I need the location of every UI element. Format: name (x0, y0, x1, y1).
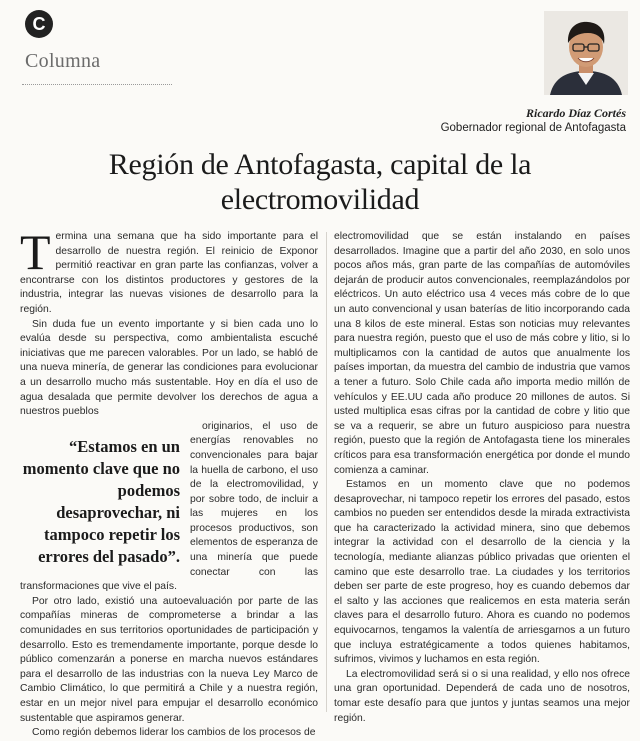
article-paragraph: Como región debemos liderar los cambios de los procesos de (32, 727, 316, 739)
section-name: Columna (25, 50, 101, 72)
article-headline: Región de Antofagasta, capital de la electromovilidad (108, 148, 532, 216)
article-paragraph: Sin duda fue un evento importante y si bien cada uno lo evalúa desde su perspectiva, como ambientalista escuché iniciativas que me parecen valorables. Por un lado, se habló de una nueva minería, de generar las condiciones para evolucionar a un desarrollo mucho más sustentable. Hoy en día el uso de agua desalada que permite devolver los derechos de agua a nuestros pueblos (20, 318, 318, 418)
drop-cap: T (20, 224, 51, 280)
author-portrait-icon (544, 11, 628, 95)
article-paragraph: Estamos en un momento clave que no podemos desaprovechar, ni tampoco repetir los errores del pasado, estos cambios no pueden ser entendidos desde la mirada extractivista que ha caracterizado la actividad minera, sino que debemos integrar la actividad con el desarrollo de la ciencia y la tecnología, mediante alianzas público privadas que orienten el camino que este desarrollo trae. La ciudades y los territorios deben ser parte de este progreso, hoy es cuando debemos dar el salto y las acciones que realicemos en esta materia serán claves para el desarrollo futuro. Ahora es cuando no podemos equivocarnos, tengamos la valentía de arriesgarnos a un futuro que incluya estratégicamente a todos quienes habitamos, sufrimos, vivimos y luchamos en esta región. (334, 479, 630, 666)
pull-quote: “Estamos en un momento clave que no podemos desaprovechar, ni tampoco repetir los errores del pasado”. (22, 436, 180, 566)
author-photo (544, 11, 628, 95)
article-paragraph: La electromovilidad será si o si una realidad, y ello nos ofrece una gran oportunidad. Dependerá de cada uno de nosotros, tomar este desafío para que juntos y juntas seamos una mejor región. (334, 668, 630, 724)
column-divider (326, 232, 327, 712)
article-column-left (20, 224, 318, 741)
article-paragraph: Termina una semana que ha sido importante para el desarrollo de nuestra región. El reinicio de Exponor permitió reactivar en gran parte las confianzas, volver a encontrarse con los distintos productores y gestores de la industria, integrar las nuevas visiones de desarrollo para la región. (20, 224, 318, 315)
article-paragraph: Por otro lado, existió una autoevaluación por parte de las compañías mineras de comprometerse a brindar a las comunidades en sus territorios oportunidades de participación y desarrollo. Esto es tremendamente importante, porque desde lo público comenzarán a ponerse en marcha nuevos estándares para el desarrollo de las industrias con la nueva Ley Marco de Cambio Climático, lo que permitirá a Chile y a nuestra región, estar en un mejor nivel para empujar el desarrollo económico sustentable que aspiramos generar. (20, 595, 318, 724)
section-badge: C (25, 10, 53, 38)
article-paragraph: electromovilidad que se están instalando en países desarrollados. Imagine que a partir del año 2030, en solo unos pocos años más, gran parte de las compañías de automóviles dejarán de producir autos convencionales, reemplazándolos por eléctricos. Un auto eléctrico usa 4 veces más cobre de lo que un auto convencional y usan baterías de litio incorporando cada una 8 kilos de este mineral. Estas son noticias muy relevantes para nuestra región, puesto que el uso de más cobre y litio, si lo multiplicamos con la cantidad de autos que anualmente los países importan, da muestra del cambio de industria que vamos a tener a futuro. Solo Chile cada año importa medio millón de vehículos y EE.UU cada año produce 20 millones de autos. Si usted multiplica esas cifras por la cantidad de cobre y litio que se va a requerir, se abre un futuro auspicioso para nuestra región, puesto que la región de Antofagasta tiene los minerales críticos para esa transformación energética por donde el mundo comienza a caminar. (334, 231, 630, 476)
article-column-right (334, 230, 630, 726)
author-name: Ricardo Díaz Cortés (525, 106, 626, 120)
article-paragraph: “Estamos en un momento clave que no podemos desaprovechar, ni tampoco repetir los errores del pasado”. originarios, el uso de energías renovables no convencionales para bajar la huella de carbono, el uso de la electromovilidad, y por sobre todo, de incluir a las mujeres en los procesos productivos, son elementos de esperanza de una minería que puede conectar con las transformaciones que vive el país. (20, 420, 318, 593)
section-divider (22, 84, 172, 85)
author-role: Gobernador regional de Antofagasta (440, 122, 626, 134)
